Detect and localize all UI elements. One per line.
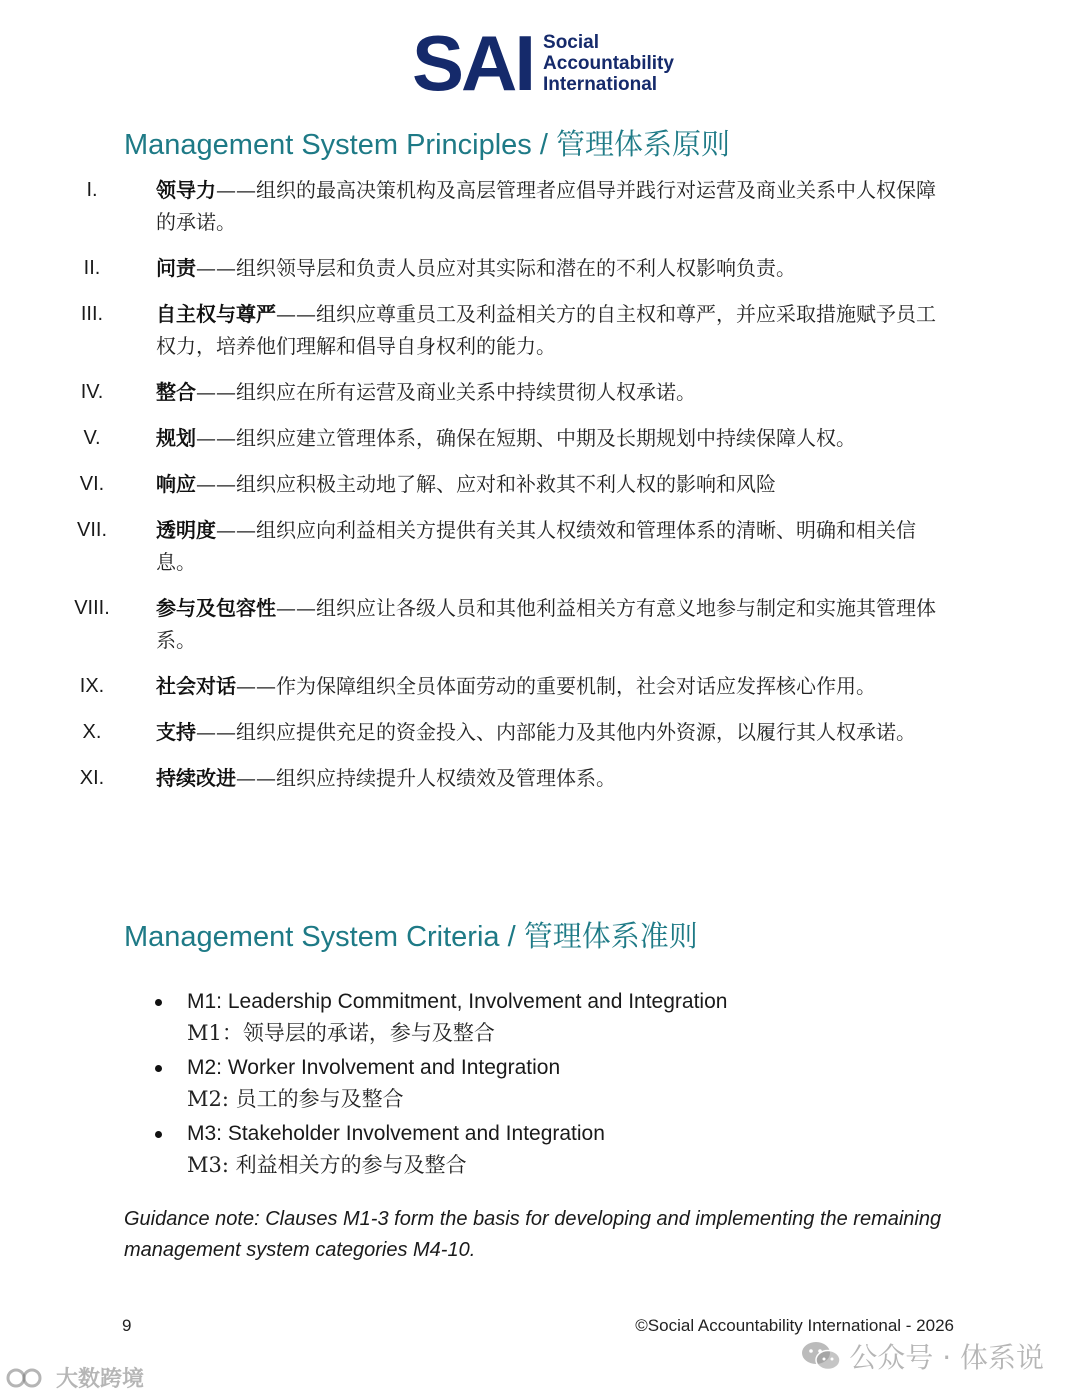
watermark-right-text: 公众号 · 体系说 <box>849 1341 1044 1374</box>
principle-term: 领导力 <box>156 178 216 202</box>
principle-body <box>156 468 946 500</box>
principle-text: ——组织应提供充足的资金投入、内部能力及其他内外资源，以履行其人权承诺。 <box>196 720 916 744</box>
criteria-en: M2: Worker Involvement and Integration <box>187 1056 561 1079</box>
principle-term: 透明度 <box>156 518 216 542</box>
sai-logo <box>412 19 674 107</box>
principle-number: VI. <box>79 473 105 495</box>
logo-wordmark <box>543 32 674 95</box>
principle-body <box>156 252 946 284</box>
watermark-left <box>6 1362 144 1393</box>
principle-item <box>0 468 1080 500</box>
principle-item <box>0 376 1080 408</box>
criteria-zh: M3: 利益相关方的参与及整合 <box>187 1153 467 1177</box>
principle-text: ——组织应尊重员工及利益相关方的自主权和尊严，并应采取措施赋予员工权力，培养他们理解和倡导自身权利的能力。 <box>156 302 936 358</box>
principle-item <box>0 174 1080 238</box>
principle-number: II. <box>83 257 101 279</box>
criteria-heading <box>124 914 698 955</box>
principle-body <box>156 174 946 238</box>
principle-item <box>0 252 1080 284</box>
principle-body <box>156 592 946 656</box>
criteria-item <box>150 1052 970 1114</box>
principle-body <box>156 762 946 794</box>
watermark-logo-icon <box>6 1366 48 1390</box>
criteria-zh: M1：领导层的承诺，参与及整合 <box>187 1021 495 1045</box>
principles-heading <box>124 122 730 163</box>
criteria-en: M1: Leadership Commitment, Involvement and Integration <box>187 990 728 1013</box>
principle-body <box>156 670 946 702</box>
principle-text: ——组织应持续提升人权绩效及管理体系。 <box>236 766 616 790</box>
principle-text: ——组织应向利益相关方提供有关其人权绩效和管理体系的清晰、明确和相关信息。 <box>156 518 916 574</box>
criteria-heading-en: Management System Criteria / <box>124 921 524 953</box>
principle-term: 社会对话 <box>156 674 236 698</box>
copyright-notice: ©Social Accountability International - 2026 <box>635 1316 954 1335</box>
bullet-icon <box>155 999 162 1006</box>
principle-body <box>156 514 946 578</box>
principle-number: I. <box>86 179 98 201</box>
principle-item <box>0 592 1080 656</box>
principle-item <box>0 422 1080 454</box>
principle-item <box>0 716 1080 748</box>
principles-heading-en: Management System Principles / <box>124 129 556 161</box>
principle-item <box>0 298 1080 362</box>
watermark-left-text: 大数跨境 <box>56 1367 145 1392</box>
criteria-heading-zh: 管理体系准则 <box>523 919 698 953</box>
principle-item <box>0 670 1080 702</box>
bullet-icon <box>155 1131 162 1138</box>
principle-body <box>156 298 946 362</box>
page-number: 9 <box>122 1316 132 1335</box>
principle-text: ——作为保障组织全员体面劳动的重要机制，社会对话应发挥核心作用。 <box>236 674 876 698</box>
principle-body <box>156 422 946 454</box>
principle-text: ——组织应积极主动地了解、应对和补救其不利人权的影响和风险 <box>196 472 776 496</box>
principle-term: 响应 <box>156 472 196 496</box>
principle-number: VIII. <box>74 597 110 619</box>
criteria-zh: M2: 员工的参与及整合 <box>187 1087 404 1111</box>
principle-number: V. <box>83 427 101 449</box>
criteria-item <box>150 986 970 1048</box>
principle-term: 整合 <box>156 380 196 404</box>
criteria-item <box>150 1118 970 1180</box>
principle-text: ——组织的最高决策机构及高层管理者应倡导并践行对运营及商业关系中人权保障的承诺。 <box>156 178 936 234</box>
bullet-icon <box>155 1065 162 1072</box>
principle-number: IV. <box>80 381 104 403</box>
principle-term: 规划 <box>156 426 196 450</box>
principle-term: 持续改进 <box>156 766 236 790</box>
principle-number: VII. <box>76 519 107 541</box>
principles-heading-zh: 管理体系原则 <box>555 127 730 161</box>
principle-number: IX. <box>79 675 105 697</box>
logo-line-international: International <box>543 73 658 95</box>
principle-number: X. <box>82 721 102 743</box>
principle-text: ——组织应建立管理体系，确保在短期、中期及长期规划中持续保障人权。 <box>196 426 856 450</box>
principle-text: ——组织领导层和负责人员应对其实际和潜在的不利人权影响负责。 <box>196 256 796 280</box>
principle-term: 支持 <box>156 720 196 744</box>
principle-body <box>156 716 946 748</box>
principle-body <box>156 376 946 408</box>
principle-term: 参与及包容性 <box>156 596 276 620</box>
logo-line-social: Social <box>543 31 600 53</box>
guidance-note: Guidance note: Clauses M1-3 form the basis for developing and implementing the remaining management system categories M4-10. <box>124 1208 942 1261</box>
principle-term: 自主权与尊严 <box>156 302 276 326</box>
principle-number: III. <box>80 303 104 325</box>
principle-text: ——组织应在所有运营及商业关系中持续贯彻人权承诺。 <box>196 380 696 404</box>
logo-mark: SAI <box>412 19 534 107</box>
principle-text: ——组织应让各级人员和其他利益相关方有意义地参与制定和实施其管理体系。 <box>156 596 936 652</box>
criteria-list <box>150 986 970 1184</box>
criteria-en: M3: Stakeholder Involvement and Integration <box>187 1122 605 1145</box>
principle-item <box>0 514 1080 578</box>
principle-number: XI. <box>79 767 105 789</box>
principle-term: 问责 <box>156 256 196 280</box>
principle-item <box>0 762 1080 794</box>
principles-list <box>0 174 1080 808</box>
logo-line-accountability: Accountability <box>543 52 674 74</box>
watermark-right <box>801 1336 1044 1376</box>
wechat-icon <box>801 1339 841 1373</box>
